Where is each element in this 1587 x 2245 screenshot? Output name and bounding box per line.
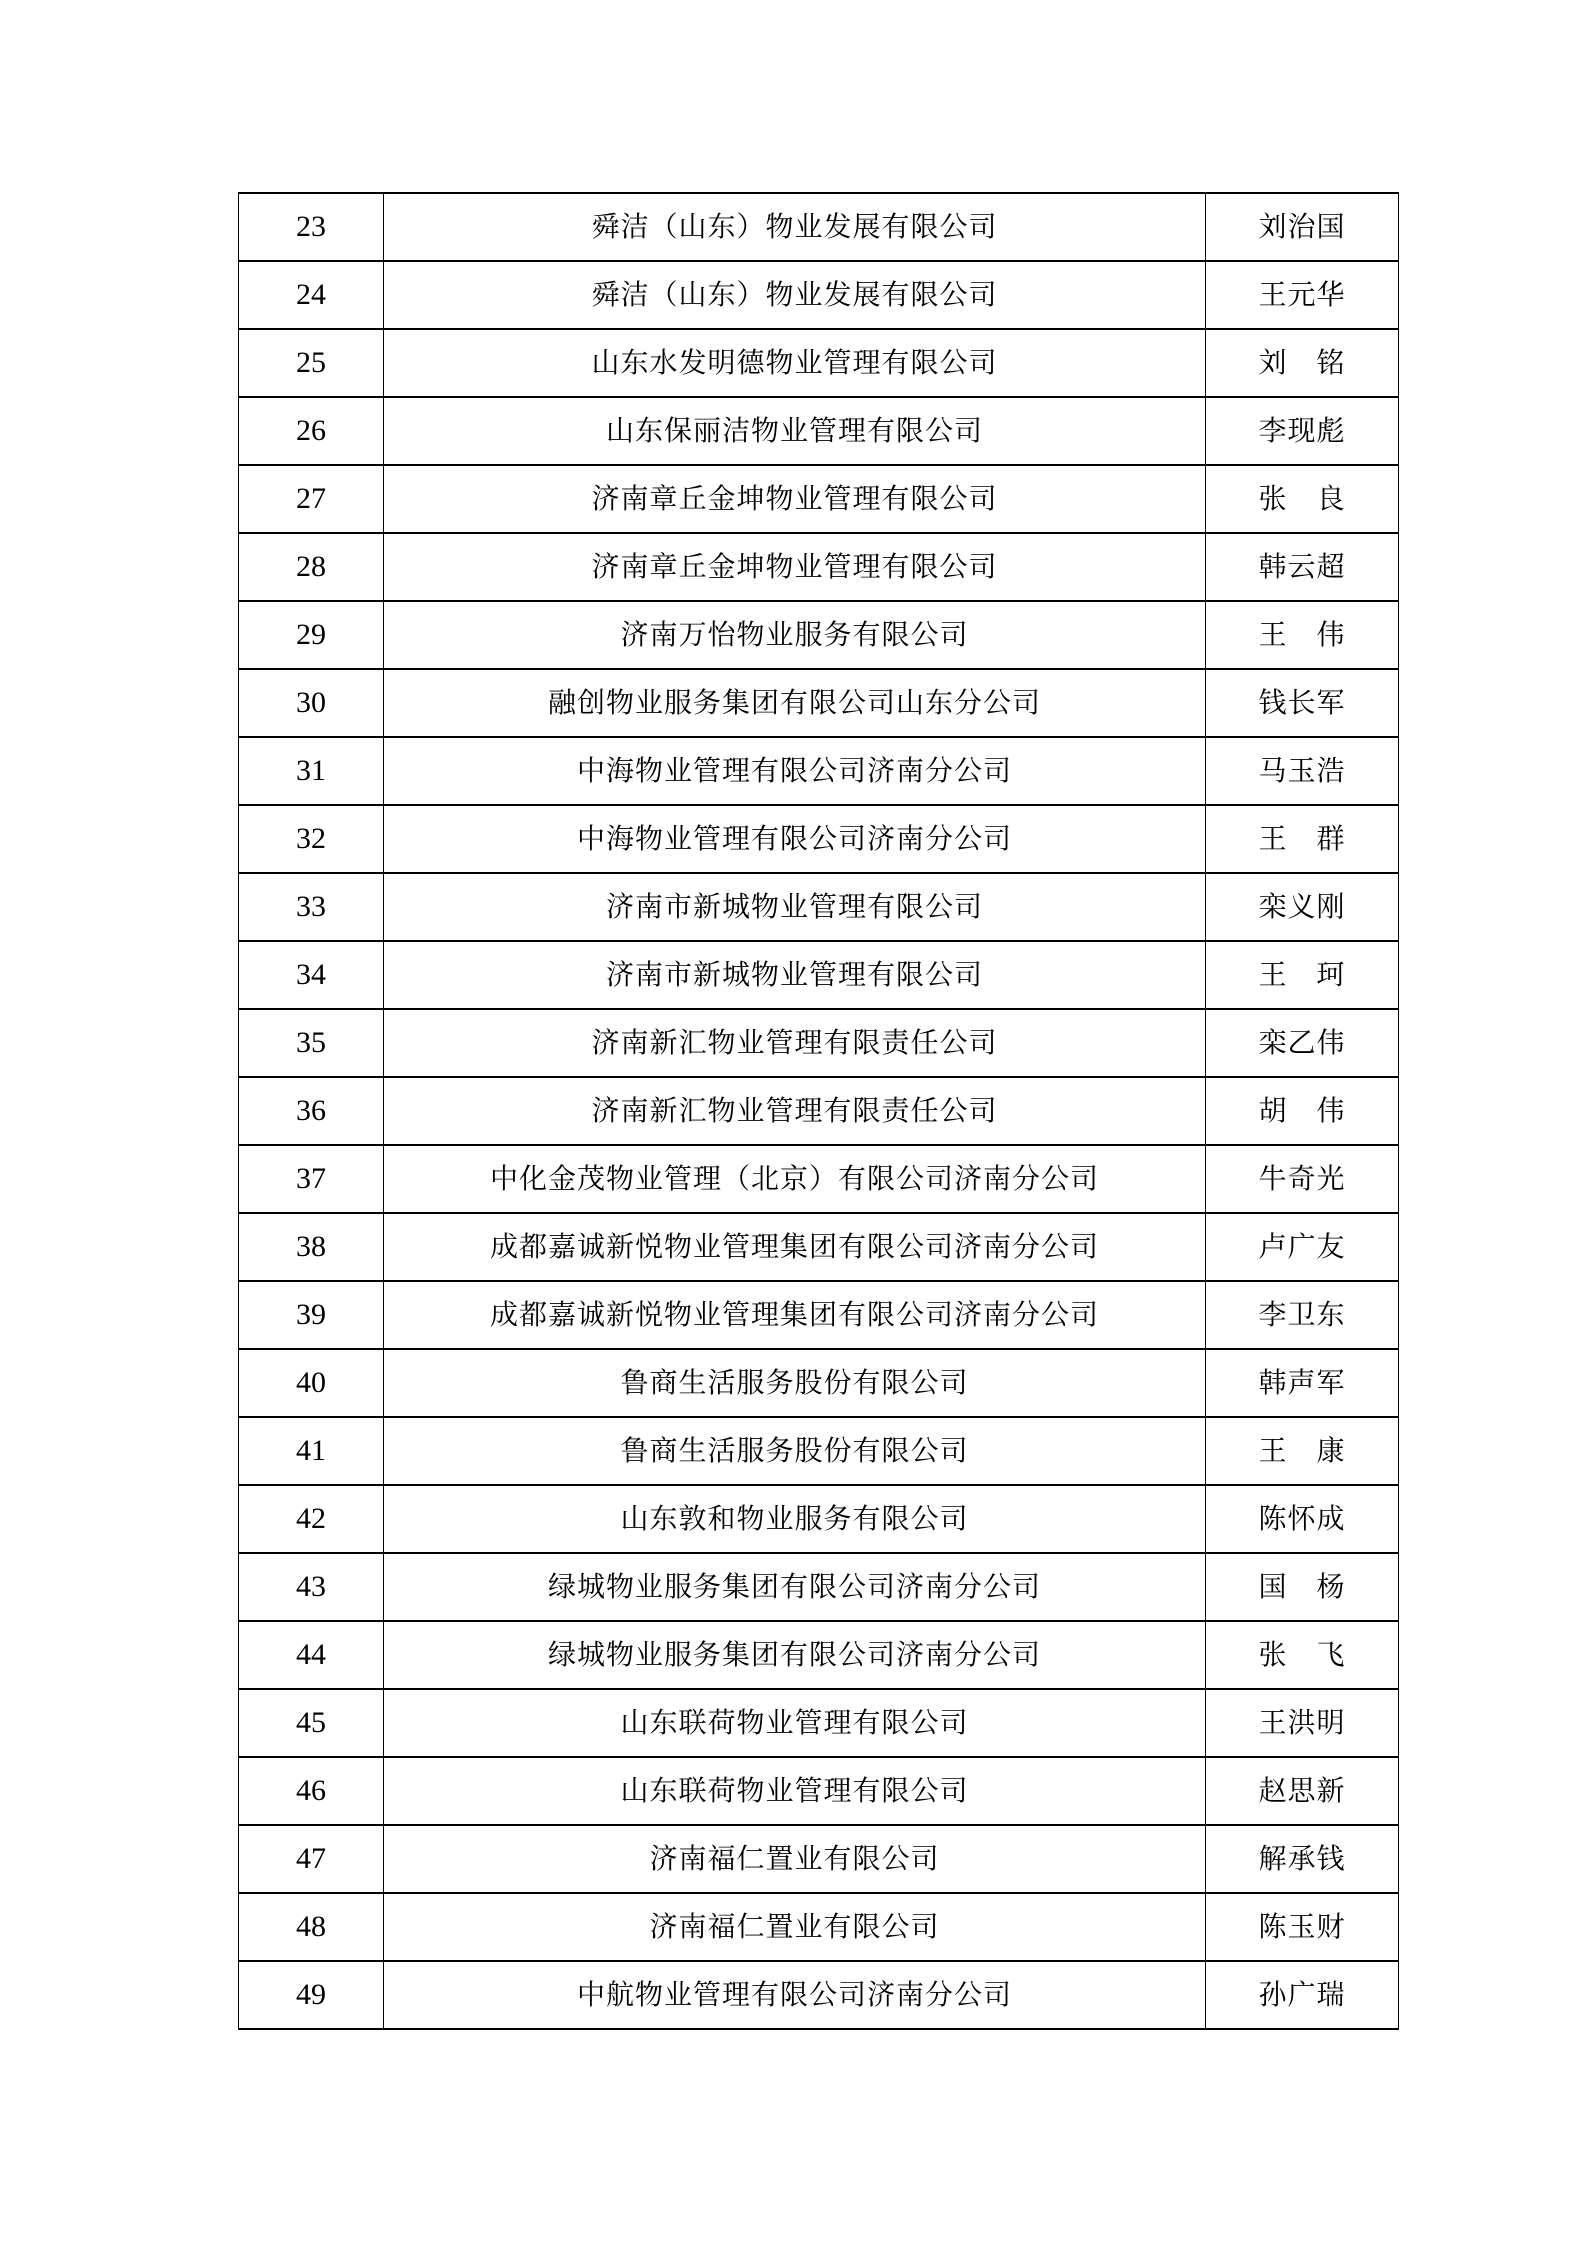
- row-number-cell: 45: [239, 1689, 384, 1757]
- row-number-cell: 49: [239, 1961, 384, 2029]
- table-row: [239, 1281, 1399, 1349]
- company-name-cell: 鲁商生活服务股份有限公司: [384, 1349, 1206, 1417]
- table-row: [239, 397, 1399, 465]
- row-number-cell: 47: [239, 1825, 384, 1893]
- company-name-cell: 济南市新城物业管理有限公司: [384, 941, 1206, 1009]
- personnel-table: [238, 192, 1399, 2030]
- row-number-cell: 36: [239, 1077, 384, 1145]
- table-row: [239, 329, 1399, 397]
- personnel-table-body: [239, 193, 1399, 2029]
- person-name-cell: 韩声军: [1206, 1349, 1399, 1417]
- table-row: [239, 805, 1399, 873]
- row-number-cell: 28: [239, 533, 384, 601]
- person-name-cell: 王 群: [1206, 805, 1399, 873]
- row-number-cell: 24: [239, 261, 384, 329]
- table-row: [239, 1349, 1399, 1417]
- company-name-cell: 山东水发明德物业管理有限公司: [384, 329, 1206, 397]
- company-name-cell: 绿城物业服务集团有限公司济南分公司: [384, 1621, 1206, 1689]
- company-name-cell: 济南章丘金坤物业管理有限公司: [384, 465, 1206, 533]
- row-number-cell: 30: [239, 669, 384, 737]
- company-name-cell: 济南市新城物业管理有限公司: [384, 873, 1206, 941]
- row-number-cell: 29: [239, 601, 384, 669]
- table-row: [239, 193, 1399, 261]
- row-number-cell: 34: [239, 941, 384, 1009]
- row-number-cell: 26: [239, 397, 384, 465]
- table-row: [239, 1145, 1399, 1213]
- row-number-cell: 32: [239, 805, 384, 873]
- person-name-cell: 刘治国: [1206, 193, 1399, 261]
- company-name-cell: 融创物业服务集团有限公司山东分公司: [384, 669, 1206, 737]
- person-name-cell: 赵思新: [1206, 1757, 1399, 1825]
- person-name-cell: 李现彪: [1206, 397, 1399, 465]
- table-row: [239, 1825, 1399, 1893]
- table-row: [239, 1621, 1399, 1689]
- table-row: [239, 601, 1399, 669]
- person-name-cell: 陈怀成: [1206, 1485, 1399, 1553]
- person-name-cell: 栾义刚: [1206, 873, 1399, 941]
- person-name-cell: 马玉浩: [1206, 737, 1399, 805]
- person-name-cell: 栾乙伟: [1206, 1009, 1399, 1077]
- row-number-cell: 41: [239, 1417, 384, 1485]
- person-name-cell: 王 珂: [1206, 941, 1399, 1009]
- table-row: [239, 737, 1399, 805]
- row-number-cell: 33: [239, 873, 384, 941]
- table-row: [239, 465, 1399, 533]
- company-name-cell: 中海物业管理有限公司济南分公司: [384, 737, 1206, 805]
- person-name-cell: 李卫东: [1206, 1281, 1399, 1349]
- person-name-cell: 国 杨: [1206, 1553, 1399, 1621]
- row-number-cell: 31: [239, 737, 384, 805]
- row-number-cell: 42: [239, 1485, 384, 1553]
- row-number-cell: 35: [239, 1009, 384, 1077]
- table-row: [239, 1961, 1399, 2029]
- person-name-cell: 解承钱: [1206, 1825, 1399, 1893]
- company-name-cell: 鲁商生活服务股份有限公司: [384, 1417, 1206, 1485]
- company-name-cell: 成都嘉诚新悦物业管理集团有限公司济南分公司: [384, 1281, 1206, 1349]
- row-number-cell: 44: [239, 1621, 384, 1689]
- company-name-cell: 舜洁（山东）物业发展有限公司: [384, 193, 1206, 261]
- row-number-cell: 25: [239, 329, 384, 397]
- row-number-cell: 46: [239, 1757, 384, 1825]
- row-number-cell: 27: [239, 465, 384, 533]
- table-row: [239, 873, 1399, 941]
- table-row: [239, 1689, 1399, 1757]
- person-name-cell: 钱长军: [1206, 669, 1399, 737]
- row-number-cell: 37: [239, 1145, 384, 1213]
- company-name-cell: 济南新汇物业管理有限责任公司: [384, 1009, 1206, 1077]
- row-number-cell: 43: [239, 1553, 384, 1621]
- table-row: [239, 1893, 1399, 1961]
- company-name-cell: 山东敦和物业服务有限公司: [384, 1485, 1206, 1553]
- company-name-cell: 济南章丘金坤物业管理有限公司: [384, 533, 1206, 601]
- company-name-cell: 成都嘉诚新悦物业管理集团有限公司济南分公司: [384, 1213, 1206, 1281]
- person-name-cell: 卢广友: [1206, 1213, 1399, 1281]
- table-row: [239, 533, 1399, 601]
- person-name-cell: 韩云超: [1206, 533, 1399, 601]
- row-number-cell: 38: [239, 1213, 384, 1281]
- company-name-cell: 绿城物业服务集团有限公司济南分公司: [384, 1553, 1206, 1621]
- company-name-cell: 山东联荷物业管理有限公司: [384, 1689, 1206, 1757]
- table-row: [239, 1485, 1399, 1553]
- table-row: [239, 1009, 1399, 1077]
- company-name-cell: 济南福仁置业有限公司: [384, 1893, 1206, 1961]
- row-number-cell: 23: [239, 193, 384, 261]
- table-row: [239, 1077, 1399, 1145]
- company-name-cell: 济南福仁置业有限公司: [384, 1825, 1206, 1893]
- person-name-cell: 王 康: [1206, 1417, 1399, 1485]
- company-name-cell: 山东联荷物业管理有限公司: [384, 1757, 1206, 1825]
- company-name-cell: 中化金茂物业管理（北京）有限公司济南分公司: [384, 1145, 1206, 1213]
- person-name-cell: 陈玉财: [1206, 1893, 1399, 1961]
- company-name-cell: 中航物业管理有限公司济南分公司: [384, 1961, 1206, 2029]
- person-name-cell: 王 伟: [1206, 601, 1399, 669]
- table-row: [239, 941, 1399, 1009]
- table-row: [239, 1213, 1399, 1281]
- company-name-cell: 舜洁（山东）物业发展有限公司: [384, 261, 1206, 329]
- person-name-cell: 王洪明: [1206, 1689, 1399, 1757]
- company-name-cell: 济南新汇物业管理有限责任公司: [384, 1077, 1206, 1145]
- company-name-cell: 山东保丽洁物业管理有限公司: [384, 397, 1206, 465]
- table-row: [239, 261, 1399, 329]
- table-row: [239, 1553, 1399, 1621]
- person-name-cell: 牛奇光: [1206, 1145, 1399, 1213]
- company-name-cell: 中海物业管理有限公司济南分公司: [384, 805, 1206, 873]
- person-name-cell: 刘 铭: [1206, 329, 1399, 397]
- row-number-cell: 40: [239, 1349, 384, 1417]
- person-name-cell: 王元华: [1206, 261, 1399, 329]
- company-name-cell: 济南万怡物业服务有限公司: [384, 601, 1206, 669]
- table-row: [239, 1757, 1399, 1825]
- row-number-cell: 48: [239, 1893, 384, 1961]
- table-row: [239, 669, 1399, 737]
- table-row: [239, 1417, 1399, 1485]
- row-number-cell: 39: [239, 1281, 384, 1349]
- person-name-cell: 张 良: [1206, 465, 1399, 533]
- person-name-cell: 张 飞: [1206, 1621, 1399, 1689]
- person-name-cell: 孙广瑞: [1206, 1961, 1399, 2029]
- person-name-cell: 胡 伟: [1206, 1077, 1399, 1145]
